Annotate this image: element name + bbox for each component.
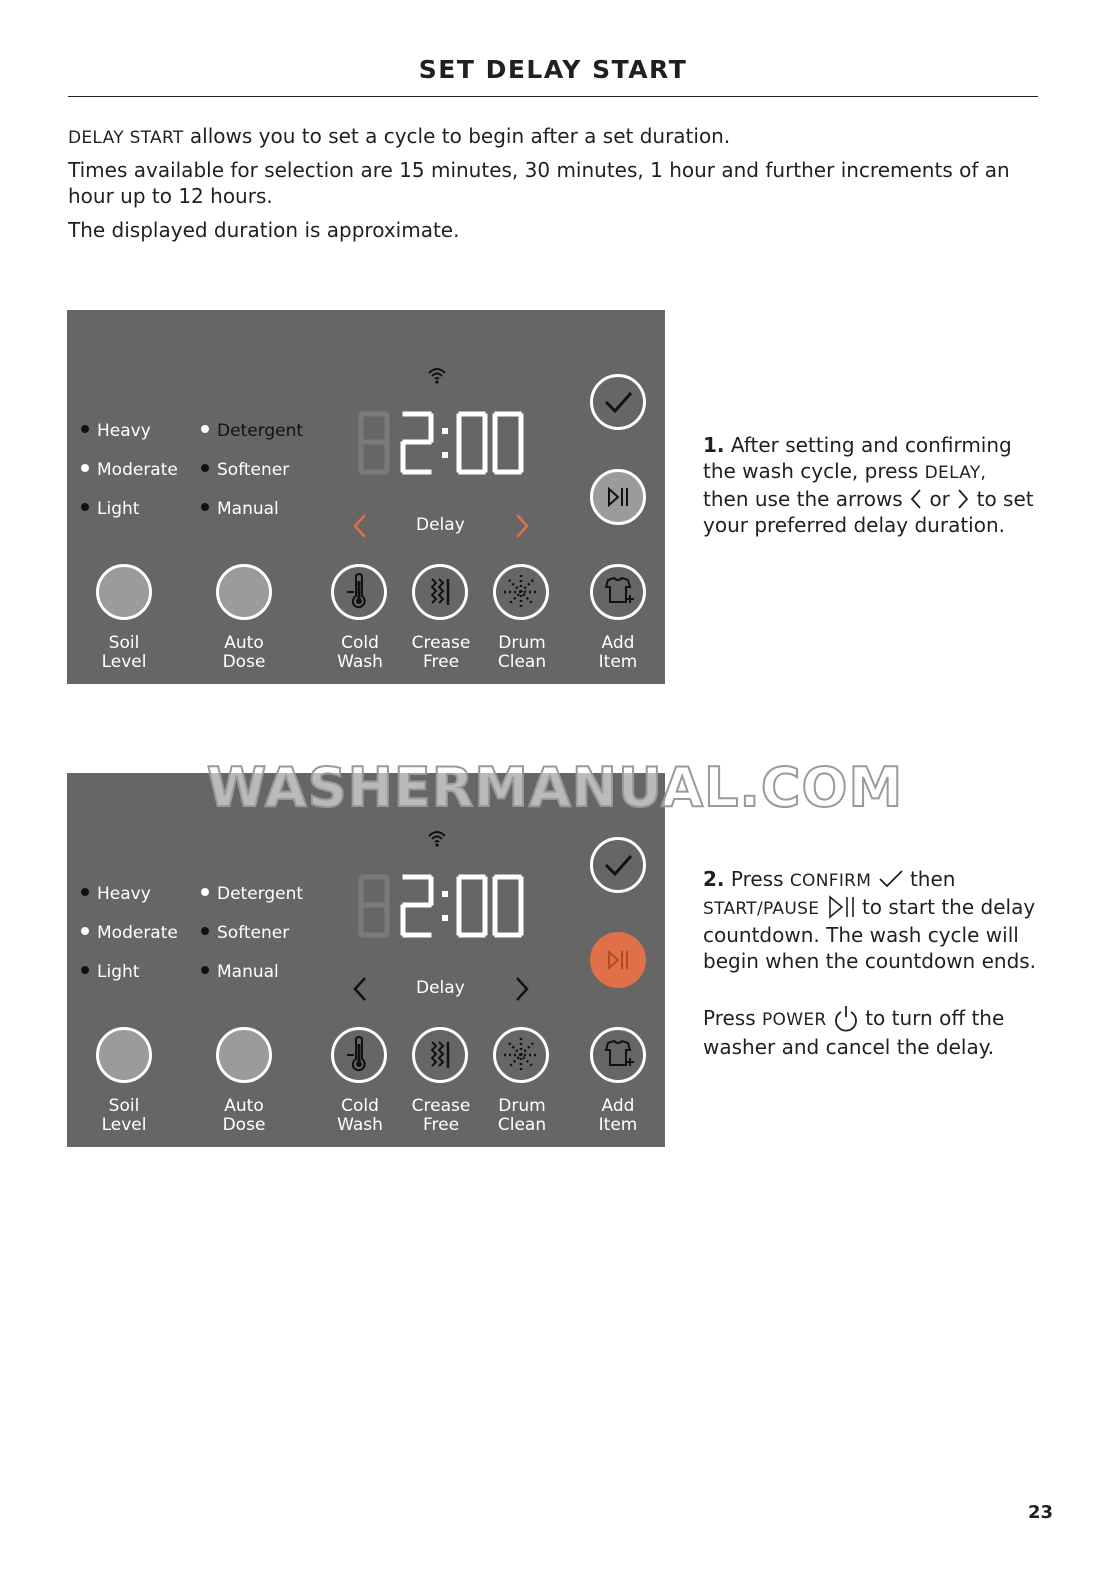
delay-label[interactable]: Delay [416, 978, 465, 998]
soil-option-light[interactable]: Light [81, 962, 139, 982]
right-arrow-icon[interactable] [514, 513, 530, 539]
wifi-icon [427, 828, 447, 848]
drum-clean-button[interactable] [493, 1027, 549, 1083]
shirt-plus-icon [593, 567, 643, 617]
check-icon [878, 869, 904, 889]
confirm-button[interactable] [590, 374, 646, 430]
add-item-button[interactable] [590, 564, 646, 620]
caption-auto-dose: Auto Dose [222, 1096, 266, 1135]
time-display [357, 873, 525, 939]
intro-line-1 [68, 123, 1043, 151]
crease-free-button[interactable] [412, 1027, 468, 1083]
soil-option-heavy[interactable]: Heavy [81, 884, 151, 904]
left-arrow-icon[interactable] [352, 976, 368, 1002]
intro-line-3: The displayed duration is approximate. [68, 218, 460, 242]
soil-option-moderate[interactable]: Moderate [81, 923, 178, 943]
title-rule [68, 96, 1038, 97]
caption-auto-dose: Auto Dose [222, 633, 266, 672]
caption-add-item: Add Item [598, 1096, 638, 1135]
caption-cold-wash: Cold Wash [337, 1096, 383, 1135]
drum-icon [496, 567, 546, 617]
time-display [357, 410, 525, 476]
step-1-text: 1. After setting and confirming the wash cycle, press DELAY, then use the arrows or to set your preferred delay duration. [703, 433, 1034, 537]
shirt-plus-icon [593, 1030, 643, 1080]
caption-drum-clean: Drum Clean [497, 1096, 547, 1135]
drum-clean-button[interactable] [493, 564, 549, 620]
page-number: 23 [1027, 1502, 1053, 1523]
thermometer-icon [334, 567, 384, 617]
confirm-button[interactable] [590, 837, 646, 893]
wifi-icon [427, 365, 447, 385]
thermometer-icon [334, 1030, 384, 1080]
crease-icon [415, 567, 465, 617]
control-panel-2 [67, 773, 665, 1147]
dose-option-manual[interactable]: Manual [201, 499, 279, 519]
cold-wash-button[interactable] [331, 1027, 387, 1083]
left-arrow-icon [909, 488, 923, 510]
intro-line-2: Times available for selection are 15 minutes, 30 minutes, 1 hour and further increments of an hour up to 12 hours. [68, 158, 1010, 208]
add-item-button[interactable] [590, 1027, 646, 1083]
control-panel-1 [67, 310, 665, 684]
caption-cold-wash: Cold Wash [337, 633, 383, 672]
soil-level-button[interactable] [96, 564, 152, 620]
power-icon [833, 1004, 859, 1032]
dose-option-softener[interactable]: Softener [201, 460, 289, 480]
play-pause-icon [593, 472, 643, 522]
soil-option-heavy[interactable]: Heavy [81, 421, 151, 441]
check-icon [593, 377, 643, 427]
caption-soil-level: Soil Level [101, 1096, 147, 1135]
delay-label[interactable]: Delay [416, 515, 465, 535]
watermark: WASHERMANUAL.COM [206, 756, 904, 819]
start-pause-button[interactable] [590, 469, 646, 525]
dose-option-manual[interactable]: Manual [201, 962, 279, 982]
right-arrow-icon[interactable] [514, 976, 530, 1002]
caption-drum-clean: Drum Clean [497, 633, 547, 672]
caption-soil-level: Soil Level [101, 633, 147, 672]
left-arrow-icon[interactable] [352, 513, 368, 539]
step-2-power-text: Press POWER to turn off the washer and cancel the delay. [703, 1005, 1038, 1060]
start-pause-button[interactable] [590, 932, 646, 988]
caption-crease-free: Crease Free [411, 633, 471, 672]
crease-free-button[interactable] [412, 564, 468, 620]
dose-option-detergent[interactable]: Detergent [201, 421, 303, 441]
delay-start-term: DELAY START [68, 128, 184, 148]
auto-dose-button[interactable] [216, 564, 272, 620]
step-2-text: 2. Press CONFIRM then START/PAUSE to start the delay countdown. The wash cycle will begin when the countdown ends. [703, 867, 1037, 973]
page-title: SET DELAY START [418, 55, 688, 84]
crease-icon [415, 1030, 465, 1080]
soil-level-button[interactable] [96, 1027, 152, 1083]
soil-option-light[interactable]: Light [81, 499, 139, 519]
right-arrow-icon [956, 488, 970, 510]
caption-crease-free: Crease Free [411, 1096, 471, 1135]
dose-option-softener[interactable]: Softener [201, 923, 289, 943]
play-pause-icon [826, 895, 856, 919]
intro-line-1-rest: allows you to set a cycle to begin after a set duration. [189, 124, 731, 148]
soil-option-moderate[interactable]: Moderate [81, 460, 178, 480]
drum-icon [496, 1030, 546, 1080]
cold-wash-button[interactable] [331, 564, 387, 620]
play-pause-icon [593, 935, 643, 985]
auto-dose-button[interactable] [216, 1027, 272, 1083]
dose-option-detergent[interactable]: Detergent [201, 884, 303, 904]
check-icon [593, 840, 643, 890]
caption-add-item: Add Item [598, 633, 638, 672]
